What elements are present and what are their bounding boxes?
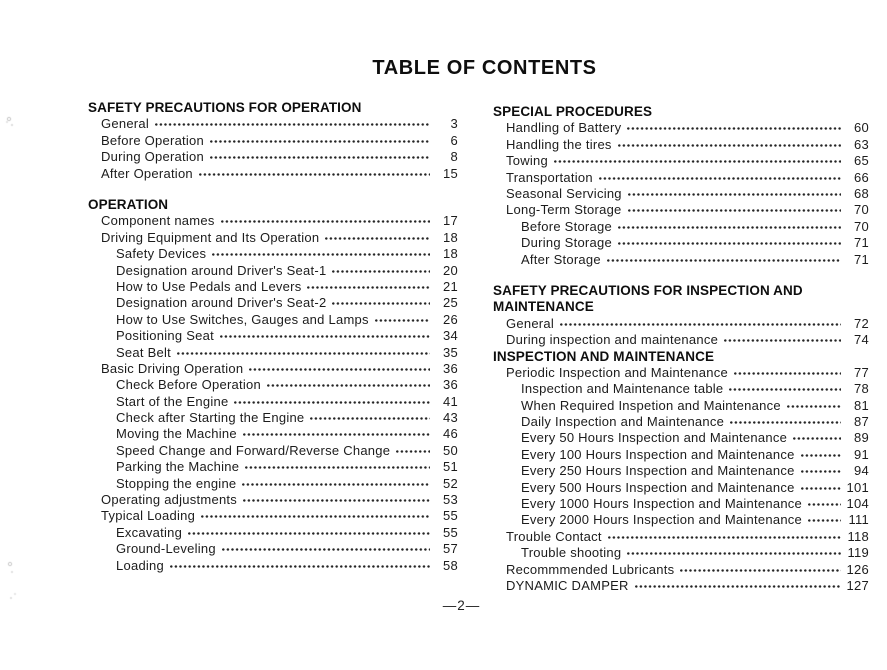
- toc-entry-label: Long-Term Storage: [506, 202, 622, 218]
- toc-entry-label: Transportation: [506, 169, 593, 185]
- toc-entry-page: 51: [443, 459, 458, 475]
- toc-entry-page: 6: [450, 132, 458, 148]
- toc-section: [493, 104, 869, 268]
- toc-entry-page: 3: [450, 116, 458, 132]
- toc-entry-page: 94: [854, 463, 869, 479]
- toc-entry-page: 104: [846, 496, 869, 512]
- dot-leader: [375, 317, 430, 324]
- dot-leader: [808, 501, 841, 508]
- dot-leader: [787, 403, 841, 410]
- dot-leader: [221, 218, 430, 225]
- toc-entry: [493, 463, 869, 479]
- toc-entry-page: 66: [854, 169, 869, 185]
- toc-entry-label: After Operation: [101, 165, 193, 181]
- toc-entry-label: Before Operation: [101, 132, 205, 148]
- toc-entry-label: DYNAMIC DAMPER: [506, 578, 629, 593]
- toc-entry-label: Seasonal Servicing: [506, 185, 622, 201]
- dot-leader: [628, 191, 841, 198]
- toc-column-right: [493, 104, 869, 594]
- toc-entry: [493, 381, 869, 397]
- dot-leader: [234, 399, 430, 406]
- dot-leader: [628, 207, 841, 214]
- toc-entry: [493, 512, 869, 528]
- toc-entry-label: Component names: [101, 213, 215, 229]
- toc-entry-page: 89: [854, 430, 869, 446]
- toc-entry-label: Every 500 Hours Inspection and Maintenance: [521, 479, 795, 495]
- toc-entry-label: Excavating: [116, 524, 183, 540]
- dot-leader: [310, 415, 430, 422]
- toc-entry-page: 72: [854, 315, 869, 331]
- toc-entry: [493, 332, 869, 348]
- dot-leader: [332, 300, 430, 307]
- toc-entry: [88, 492, 458, 508]
- toc-entry: [88, 345, 458, 361]
- toc-entry-page: 78: [854, 381, 869, 397]
- toc-entry-label: Recommmended Lubricants: [506, 561, 675, 577]
- toc-entry-page: 71: [854, 235, 869, 251]
- toc-entry: [493, 365, 869, 381]
- toc-entry-label: Handling of Battery: [506, 120, 622, 136]
- toc-entry-page: 55: [443, 508, 458, 524]
- dot-leader: [801, 452, 841, 459]
- dot-leader: [199, 171, 430, 178]
- toc-entry: [88, 295, 458, 311]
- toc-entry: [88, 558, 458, 574]
- toc-entry-page: 81: [854, 397, 869, 413]
- dot-leader: [627, 550, 841, 557]
- toc-entry-label: Moving the Machine: [116, 426, 237, 442]
- dot-leader: [210, 138, 430, 145]
- toc-entry: [493, 414, 869, 430]
- toc-entry-page: 8: [450, 149, 458, 165]
- dot-leader: [560, 321, 841, 328]
- toc-entry-label: Inspection and Maintenance table: [521, 381, 724, 397]
- section-heading: INSPECTION AND MAINTENANCE: [493, 348, 715, 364]
- toc-entry-page: 36: [443, 377, 458, 393]
- toc-entry: [88, 279, 458, 295]
- dot-leader: [243, 497, 430, 504]
- toc-entry-page: 41: [443, 393, 458, 409]
- dot-leader: [188, 530, 430, 537]
- toc-entry-page: 58: [443, 557, 458, 573]
- toc-entry: [88, 443, 458, 459]
- toc-entry-page: 50: [443, 442, 458, 458]
- toc-entry-label: How to Use Pedals and Levers: [116, 278, 302, 294]
- toc-entry-label: Speed Change and Forward/Reverse Change: [116, 442, 391, 458]
- toc-entry: [493, 529, 869, 545]
- dot-leader: [170, 563, 430, 570]
- toc-entry-label: Trouble shooting: [521, 545, 622, 561]
- toc-entry-label: Seat Belt: [116, 344, 172, 360]
- toc-entry-label: Stopping the engine: [116, 475, 237, 491]
- toc-entry: [88, 230, 458, 246]
- toc-entry-label: Every 100 Hours Inspection and Maintenance: [521, 446, 795, 462]
- dot-leader: [618, 224, 841, 231]
- dot-leader: [729, 386, 841, 393]
- toc-entry: [88, 508, 458, 524]
- dot-leader: [332, 268, 430, 275]
- toc-entry-page: 68: [854, 185, 869, 201]
- toc-entry-page: 43: [443, 410, 458, 426]
- dot-leader: [635, 583, 841, 590]
- toc-entry: [88, 525, 458, 541]
- toc-section: [88, 100, 458, 182]
- toc-entry-label: Driving Equipment and Its Operation: [101, 229, 320, 245]
- toc-entry-label: Parking the Machine: [116, 459, 240, 475]
- section-heading: OPERATION: [88, 196, 169, 212]
- toc-entry-label: Periodic Inspection and Maintenance: [506, 364, 728, 380]
- toc-entry: [493, 153, 869, 169]
- section-heading: SPECIAL PROCEDURES: [493, 104, 653, 119]
- dot-leader: [249, 366, 430, 373]
- toc-entry: [88, 263, 458, 279]
- toc-entry: [88, 377, 458, 393]
- toc-entry-page: 53: [443, 492, 458, 508]
- toc-entry: [88, 246, 458, 262]
- toc-entry: [493, 496, 869, 512]
- toc-entry: [88, 426, 458, 442]
- section-heading: SAFETY PRECAUTIONS FOR INSPECTION AND MAINTENANCE: [493, 282, 803, 315]
- toc-entry: [88, 541, 458, 557]
- toc-entry: [493, 170, 869, 186]
- toc-entry: [493, 219, 869, 235]
- toc-entry-label: During inspection and maintenance: [506, 332, 719, 348]
- toc-entry-label: Start of the Engine: [116, 393, 229, 409]
- toc-entry-label: Trouble Contact: [506, 528, 602, 544]
- section-heading: SAFETY PRECAUTIONS FOR OPERATION: [88, 100, 362, 115]
- toc-entry: [88, 116, 458, 132]
- toc-entry: [493, 447, 869, 463]
- toc-entry: [493, 316, 869, 332]
- toc-entry-label: Designation around Driver's Seat-1: [116, 262, 327, 278]
- toc-entry-label: Ground-Leveling: [116, 541, 216, 557]
- toc-section: [88, 197, 458, 574]
- toc-entry: [493, 235, 869, 251]
- toc-entry-page: 65: [854, 153, 869, 169]
- dot-leader: [243, 431, 430, 438]
- dot-leader: [242, 481, 430, 488]
- toc-entry-page: 26: [443, 311, 458, 327]
- toc-entry-page: 118: [847, 528, 869, 544]
- toc-entry-page: 77: [854, 364, 869, 380]
- toc-entry-page: 15: [443, 165, 458, 181]
- toc-entry-label: Daily Inspection and Maintenance: [521, 414, 725, 430]
- toc-entry-page: 126: [846, 561, 869, 577]
- toc-entry-page: 111: [848, 512, 869, 528]
- toc-section: [493, 283, 869, 349]
- toc-entry-page: 35: [443, 344, 458, 360]
- toc-entry-label: During Operation: [101, 149, 204, 165]
- dot-leader: [808, 517, 841, 524]
- dot-leader: [618, 142, 841, 149]
- dot-leader: [793, 435, 841, 442]
- toc-entry-page: 18: [443, 229, 458, 245]
- toc-entry-label: Every 1000 Hours Inspection and Maintenance: [521, 496, 803, 512]
- toc-entry-label: After Storage: [521, 251, 601, 267]
- dot-leader: [607, 257, 841, 264]
- toc-entry-page: 87: [854, 414, 869, 430]
- toc-entry-page: 70: [854, 202, 869, 218]
- toc-entry: [88, 459, 458, 475]
- toc-entry: [493, 120, 869, 136]
- toc-entry-page: 91: [854, 446, 869, 462]
- toc-entry-page: 55: [443, 524, 458, 540]
- toc-entry-page: 25: [443, 295, 458, 311]
- toc-entry: [88, 410, 458, 426]
- dot-leader: [618, 240, 841, 247]
- toc-entry-page: 36: [443, 360, 458, 376]
- dot-leader: [608, 534, 841, 541]
- toc-entry-label: Check after Starting the Engine: [116, 410, 305, 426]
- dot-leader: [177, 350, 430, 357]
- dot-leader: [155, 121, 430, 128]
- toc-entry-label: Designation around Driver's Seat-2: [116, 295, 327, 311]
- dot-leader: [325, 235, 430, 242]
- toc-entry-page: 57: [443, 541, 458, 557]
- dot-leader: [201, 513, 430, 520]
- toc-entry-page: 63: [854, 136, 869, 152]
- toc-entry: [493, 186, 869, 202]
- toc-entry: [88, 312, 458, 328]
- toc-entry: [88, 213, 458, 229]
- toc-entry-page: 119: [847, 545, 869, 561]
- toc-entry-page: 127: [846, 578, 869, 593]
- toc-entry-page: 60: [854, 120, 869, 136]
- toc-entry-page: 34: [443, 328, 458, 344]
- toc-entry-label: Loading: [116, 557, 165, 573]
- toc-entry-label: Safety Devices: [116, 246, 207, 262]
- toc-entry-label: Every 2000 Hours Inspection and Maintenance: [521, 512, 803, 528]
- dot-leader: [245, 464, 430, 471]
- toc-entry: [88, 476, 458, 492]
- toc-entry: [88, 328, 458, 344]
- dot-leader: [307, 284, 430, 291]
- toc-entry-label: Check Before Operation: [116, 377, 261, 393]
- toc-entry-page: 17: [443, 213, 458, 229]
- page-number-footer: —2—: [442, 598, 481, 613]
- dot-leader: [599, 175, 841, 182]
- toc-entry: [493, 202, 869, 218]
- dot-leader: [220, 333, 430, 340]
- toc-entry-label: Typical Loading: [101, 508, 196, 524]
- toc-entry-page: 18: [443, 246, 458, 262]
- dot-leader: [730, 419, 841, 426]
- toc-entry: [88, 149, 458, 165]
- toc-entry-label: Positioning Seat: [116, 328, 214, 344]
- toc-entry-page: 21: [443, 278, 458, 294]
- toc-entry-label: Every 50 Hours Inspection and Maintenance: [521, 430, 788, 446]
- scan-artifact: [8, 118, 10, 120]
- toc-column-left: [88, 100, 458, 574]
- toc-entry-label: How to Use Switches, Gauges and Lamps: [116, 311, 369, 327]
- page-title: TABLE OF CONTENTS: [372, 57, 597, 79]
- toc-entry-page: 46: [443, 426, 458, 442]
- toc-entry: [88, 166, 458, 182]
- toc-entry-label: When Required Inspetion and Maintenance: [521, 397, 781, 413]
- toc-entry: [493, 430, 869, 446]
- dot-leader: [210, 154, 430, 161]
- toc-entry-page: 70: [854, 218, 869, 234]
- toc-entry: [493, 545, 869, 561]
- toc-entry: [493, 480, 869, 496]
- dot-leader: [627, 125, 841, 132]
- toc-entry-label: Towing: [506, 153, 548, 169]
- dot-leader: [801, 468, 841, 475]
- toc-entry: [493, 398, 869, 414]
- toc-entry: [88, 394, 458, 410]
- toc-entry-page: 20: [443, 262, 458, 278]
- toc-section: [493, 349, 869, 595]
- dot-leader: [734, 370, 841, 377]
- toc-entry-page: 101: [846, 479, 869, 495]
- dot-leader: [396, 448, 430, 455]
- toc-entry: [493, 252, 869, 268]
- dot-leader: [801, 485, 841, 492]
- toc-entry-label: General: [506, 315, 554, 331]
- toc-entry: [493, 137, 869, 153]
- dot-leader: [554, 158, 841, 165]
- dot-leader: [222, 546, 430, 553]
- toc-entry-label: Operating adjustments: [101, 492, 238, 508]
- toc-entry-label: Handling the tires: [506, 136, 612, 152]
- toc-entry: [88, 361, 458, 377]
- dot-leader: [212, 251, 430, 258]
- toc-entry-page: 74: [854, 332, 869, 348]
- toc-entry-page: 52: [443, 475, 458, 491]
- dot-leader: [267, 382, 430, 389]
- dot-leader: [680, 567, 841, 574]
- toc-entry-label: General: [101, 116, 149, 132]
- toc-entry: [88, 133, 458, 149]
- toc-entry-label: Every 250 Hours Inspection and Maintenance: [521, 463, 795, 479]
- toc-entry-label: Before Storage: [521, 218, 612, 234]
- toc-entry-page: 71: [854, 251, 869, 267]
- dot-leader: [724, 337, 841, 344]
- scan-artifact: [9, 563, 11, 565]
- toc-entry: [493, 578, 869, 594]
- toc-entry-label: Basic Driving Operation: [101, 360, 244, 376]
- toc-entry-label: During Storage: [521, 235, 612, 251]
- toc-entry: [493, 562, 869, 578]
